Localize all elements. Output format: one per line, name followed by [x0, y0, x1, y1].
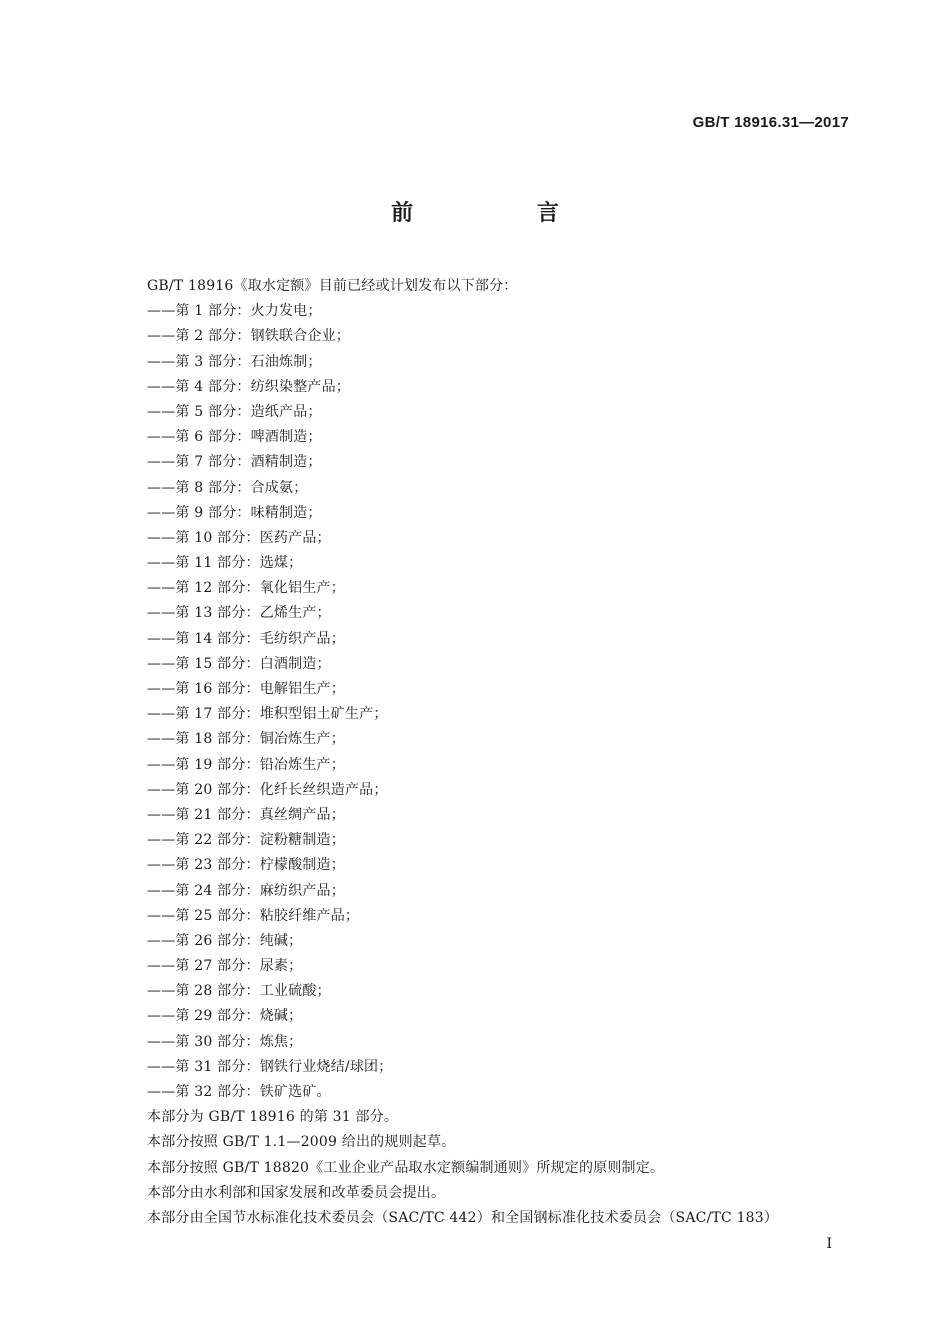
list-item: ——第 7 部分：酒精制造；: [147, 454, 322, 471]
list-item: ——第 16 部分：电解铝生产；: [147, 681, 345, 697]
list-item: ——第 25 部分：粘胶纤维产品；: [147, 907, 360, 924]
list-item: ——第 28 部分：工业硫酸；: [147, 983, 331, 1000]
statement-paragraph: 本部分由水利部和国家发展和改革委员会提出。: [147, 1184, 446, 1201]
list-item: ——第 1 部分：火力发电；: [147, 303, 322, 320]
statement-paragraph: 本部分按照 GB/T 18820《工业企业产品取水定额编制通则》所规定的原则制定。: [147, 1159, 665, 1176]
list-item: ——第 22 部分：淀粉糖制造；: [147, 832, 345, 849]
list-item: ——第 12 部分：氧化铝生产；: [147, 580, 345, 597]
standard-code: GB/T 18916.31—2017: [692, 114, 849, 131]
parts-list: [147, 299, 867, 1105]
list-item: ——第 8 部分：合成氨；: [147, 479, 308, 496]
list-item: ——第 29 部分：烧碱；: [147, 1008, 303, 1025]
list-item: ——第 9 部分：味精制造；: [147, 504, 322, 521]
statement-paragraph: 本部分由全国节水标准化技术委员会（SAC/TC 442）和全国钢标准化技术委员会（SAC/TC 183）: [147, 1209, 779, 1226]
list-item: ——第 23 部分：柠檬酸制造；: [147, 857, 345, 874]
statement-paragraph: 本部分按照 GB/T 1.1—2009 给出的规则起草。: [147, 1134, 456, 1151]
list-item: ——第 11 部分：选煤；: [147, 555, 303, 572]
document-body: [147, 274, 867, 1231]
list-item: ——第 32 部分：铁矿选矿。: [147, 1084, 331, 1100]
intro-paragraph: GB/T 18916《取水定额》目前已经或计划发布以下部分：: [147, 278, 518, 294]
section-title: 前 言: [391, 201, 617, 226]
statements: [147, 1105, 867, 1231]
list-item: ——第 4 部分：纺织染整产品；: [147, 378, 351, 395]
page-number: I: [826, 1236, 832, 1252]
list-item: ——第 31 部分：钢铁行业烧结/球团；: [147, 1058, 393, 1075]
list-item: ——第 26 部分：纯碱；: [147, 932, 303, 949]
list-item: ——第 17 部分：堆积型铝土矿生产；: [147, 706, 388, 723]
list-item: ——第 27 部分：尿素；: [147, 958, 303, 975]
list-item: ——第 10 部分：医药产品；: [147, 529, 331, 546]
list-item: ——第 15 部分：白酒制造；: [147, 655, 331, 672]
list-item: ——第 21 部分：真丝绸产品；: [147, 806, 345, 823]
list-item: ——第 5 部分：造纸产品；: [147, 403, 322, 420]
list-item: ——第 20 部分：化纤长丝织造产品；: [147, 781, 388, 798]
list-item: ——第 19 部分：铅冶炼生产；: [147, 756, 345, 773]
list-item: ——第 2 部分：钢铁联合企业；: [147, 328, 351, 345]
list-item: ——第 24 部分：麻纺织产品；: [147, 882, 345, 899]
statement-paragraph: 本部分为 GB/T 18916 的第 31 部分。: [147, 1109, 399, 1126]
list-item: ——第 30 部分：炼焦；: [147, 1033, 303, 1050]
list-item: ——第 3 部分：石油炼制；: [147, 353, 322, 370]
list-item: ——第 6 部分：啤酒制造；: [147, 429, 322, 446]
list-item: ——第 18 部分：铜冶炼生产；: [147, 731, 345, 748]
list-item: ——第 14 部分：毛纺织产品；: [147, 630, 345, 647]
list-item: ——第 13 部分：乙烯生产；: [147, 605, 331, 622]
